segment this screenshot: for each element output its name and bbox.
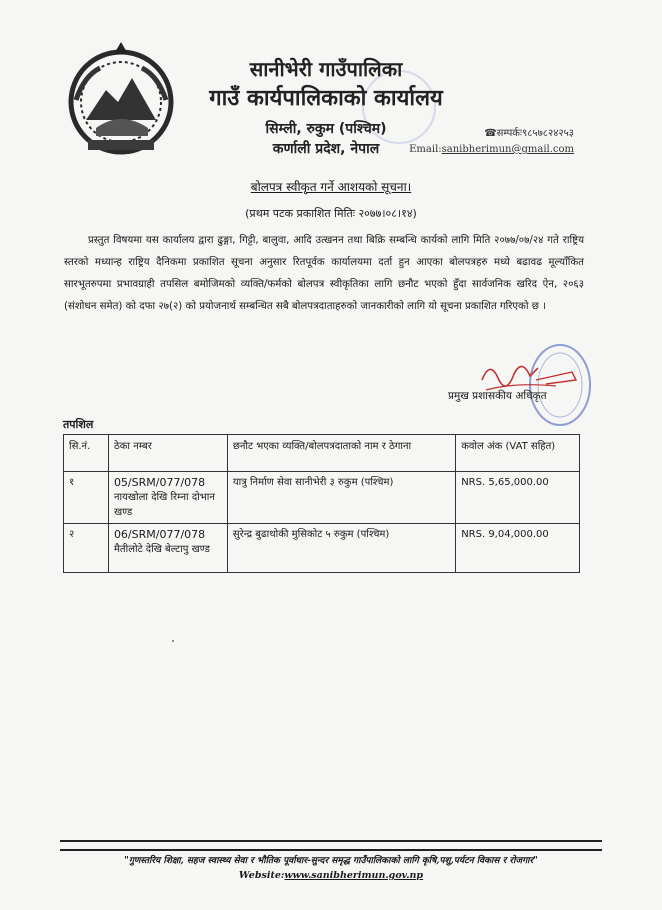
province-name: कर्णाली प्रदेश, नेपाल bbox=[272, 141, 380, 157]
table-header-row bbox=[64, 435, 580, 472]
notice-title bbox=[0, 178, 662, 195]
footer-slogan: "गुणस्तरिय शिक्षा, सहज स्वास्थ्य सेवा र भौतिक पूर्वाधार-सुन्दर समृद्ध गाउँपालिकाको लागि कृषि,पशु,पर्यटन विकास र रोजगार" bbox=[124, 856, 538, 866]
row-contract bbox=[108, 472, 227, 524]
contract-site: नायखोला देखि रिम्ना दोभान खण्ड bbox=[113, 492, 215, 518]
website-label: Website: bbox=[238, 870, 285, 881]
table-row bbox=[64, 524, 580, 573]
signatory-title: प्रमुख प्रशासकीय अधिकृत bbox=[448, 390, 547, 402]
office-location: सिम्ली, रुकुम (पश्चिम) bbox=[265, 121, 387, 137]
col-header-contract: ठेका नम्बर bbox=[108, 435, 227, 472]
contact-block bbox=[409, 126, 574, 158]
scan-speck bbox=[172, 640, 174, 642]
email-line bbox=[409, 142, 574, 158]
row-bidder: यात्रु निर्माण सेवा सानीभेरी ३ रुकुम (पश्चिम) bbox=[227, 472, 455, 524]
contract-number: 05/SRM/077/078 bbox=[113, 476, 206, 489]
col-header-sn: सि.नं. bbox=[64, 435, 109, 472]
annex-label: तपशिल bbox=[63, 418, 94, 431]
phone-number: ☎सम्पर्कः९८५७८२४२५३ bbox=[484, 128, 574, 139]
col-header-bidder: छनौट भएका व्यक्ति/बोलपत्रदाताको नाम र ठेगाना bbox=[227, 435, 455, 472]
row-amount: NRS. 5,65,000.00 bbox=[456, 472, 580, 524]
notice-body: प्रस्तुत विषयमा यस कार्यालय द्वारा ढुङ्गा, गिट्टी, बालुवा, आदि उत्खनन तथा बिक्रि सम्बन्धि कार्यको लागि मिति २०७७/०७/२४ गते राष्ट्रिय स्तरको मध्यान्ह राष्ट्रिय दैनिकमा प्रकाशित सूचना अनुसार रितपूर्वक कार्यालयमा दर्ता हुन आएका बोलपत्रहरु मध्ये बढावढ मूल्याँकित सारभूतरुपमा प्रभावग्राही तपसिल बमोजिमको व्यक्ति/फर्मको बोलपत्र स्वीकृतिका लागि छनौट भएको हुँदा सार्वजनिक खरिद ऐन, २०६३ (संशोधन समेत) को दफा २७(२) को प्रयोजनार्थ सम्बन्धित सबै बोलपत्रदाताहरुको जानकारीको लागि यो सूचना प्रकाशित गरिएको छ । bbox=[64, 235, 584, 312]
row-sn: १ bbox=[64, 472, 109, 524]
publish-date: (प्रथम पटक प्रकाशित मितिः २०७७।०८।१४) bbox=[245, 207, 417, 220]
footer-rule bbox=[60, 840, 602, 851]
row-amount: NRS. 9,04,000.00 bbox=[456, 524, 580, 573]
contract-site: मैतीलोटे देखि बेल्टापु खण्ड bbox=[113, 544, 210, 555]
awarded-bids-table bbox=[63, 434, 580, 573]
footer-website bbox=[0, 870, 662, 881]
table-row bbox=[64, 472, 580, 524]
website-link[interactable]: www.sanibherimun.gov.np bbox=[284, 870, 424, 881]
notice-title-text: बोलपत्र स्वीकृत गर्ने आशयको सूचना। bbox=[250, 180, 412, 194]
municipality-name: सानीभेरी गाउँपालिका bbox=[249, 57, 403, 81]
col-header-amount: कवोल अंक (VAT सहित) bbox=[456, 435, 580, 472]
row-contract bbox=[108, 524, 227, 573]
contract-number: 06/SRM/077/078 bbox=[113, 528, 206, 541]
office-name: गाउँ कार्यपालिकाको कार्यालय bbox=[209, 86, 443, 111]
municipal-emblem bbox=[66, 40, 176, 160]
row-bidder: सुरेन्द्र बुढाथोकी मुसिकोट ५ रुकुम (पश्चिम) bbox=[227, 524, 455, 573]
row-sn: २ bbox=[64, 524, 109, 573]
email-link[interactable]: sanibherimun@gmail.com bbox=[441, 144, 574, 155]
email-label: Email: bbox=[409, 144, 442, 155]
